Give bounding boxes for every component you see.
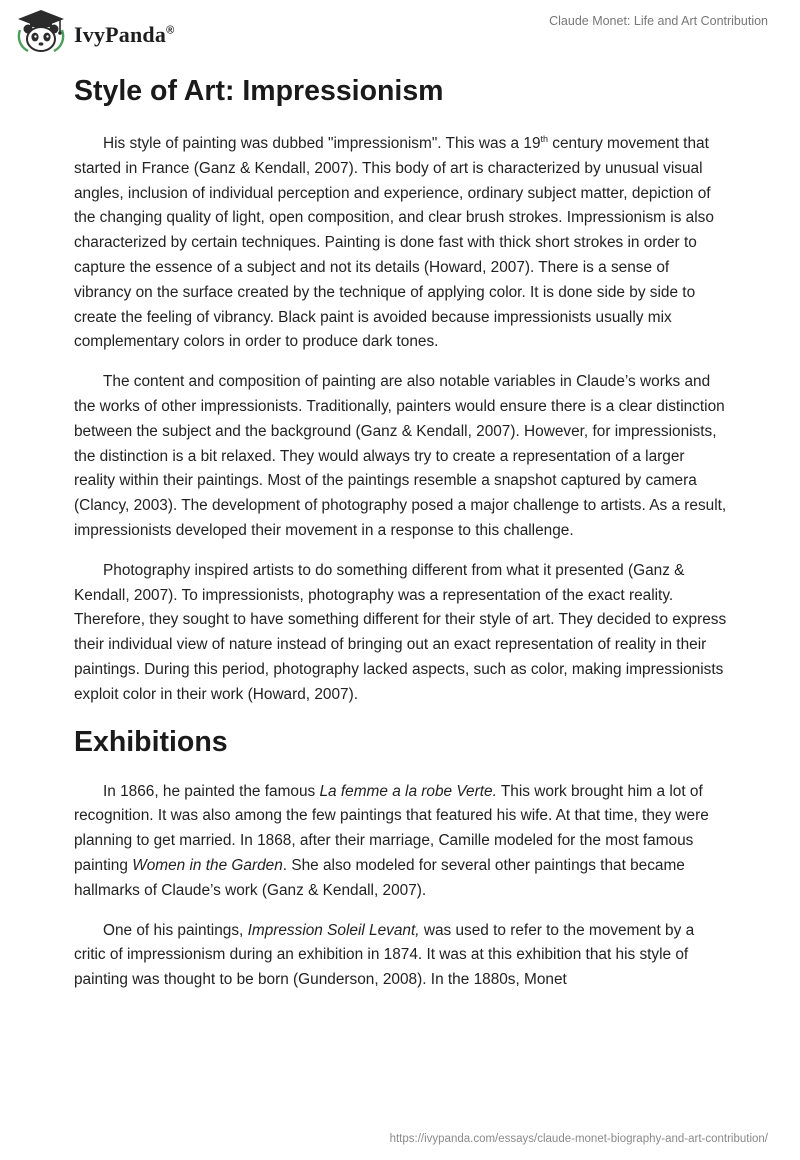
paragraph: In 1866, he painted the famous La femme a la robe Verte. This work brought him a lot of recognition. It was also among the few paintings that featured his wife. At that time, they were planning to get married. In 1868, after their marriage, Camille modeled for the most famous painting Women in the Garden. She also modeled for several other paintings that became hallmarks of Claude’s work (Ganz & Kendall, 2007).	[74, 782, 709, 899]
painting-title: La femme a la robe Verte.	[319, 782, 497, 800]
paragraph: His style of painting was dubbed "impressionism". This was a 19th century movement that started in France (Ganz & Kendall, 2007). This body of art is characterized by unusual visual angles, inclusion of individual perception and experience, ordinary subject matter, depiction of the changing quality of light, open composition, and clear brush strokes. Impressionism is also characterized by certain techniques. Painting is done fast with thick short strokes in order to capture the essence of a subject and not its details (Howard, 2007). There is a sense of vibrancy on the surface created by the technique of applying color. It is done side by side to create the feeling of vibrancy. Black paint is avoided because impressionists usually mix complementary colors in order to produce dark tones.	[74, 133, 714, 351]
painting-title: Women in the Garden	[132, 856, 283, 874]
section-heading-style-of-art: Style of Art: Impressionism	[74, 75, 444, 107]
paragraph: Photography inspired artists to do something different from what it presented (Ganz & Kendall, 2007). To impressionists, photography was a representation of the exact reality. Therefore, they sought to have something different for their style of art. They decided to express their individual view of nature instead of bringing out an exact representation of reality in their paintings. During this period, photography lacked aspects, such as color, making impressionists exploit color in their work (Howard, 2007).	[74, 561, 727, 703]
brand-name: IvyPanda®	[74, 22, 175, 47]
paragraph: One of his paintings, Impression Soleil Levant, was used to refer to the movement by a critic of impressionism during an exhibition in 1874. It was at this exhibition that his style of painting was thought to be born (Gunderson, 2008). In the 1880s, Monet	[74, 921, 695, 989]
section-heading-exhibitions: Exhibitions	[74, 725, 228, 758]
painting-title: Impression Soleil Levant,	[247, 921, 420, 939]
source-url-link[interactable]: https://ivypanda.com/essays/claude-monet-biography-and-art-contribution/	[389, 1133, 768, 1145]
paragraph: The content and composition of painting are also notable variables in Claude’s works and the works of other impressionists. Traditionally, painters would ensure there is a clear distinction between the subject and the background (Ganz & Kendall, 2007). However, for impressionists, the distinction is a bit relaxed. They would always try to create a representation of a larger reality within their paintings. Most of the paintings resemble a snapshot captured by camera (Clancy, 2003). The development of photography posed a major challenge to artists. As a result, impressionists developed their movement in a response to this challenge.	[74, 373, 727, 539]
document-title: Claude Monet: Life and Art Contribution	[549, 14, 768, 28]
panda-graduate-icon	[14, 8, 68, 54]
ivypanda-logo[interactable]	[14, 8, 174, 54]
document-body	[74, 72, 728, 1008]
